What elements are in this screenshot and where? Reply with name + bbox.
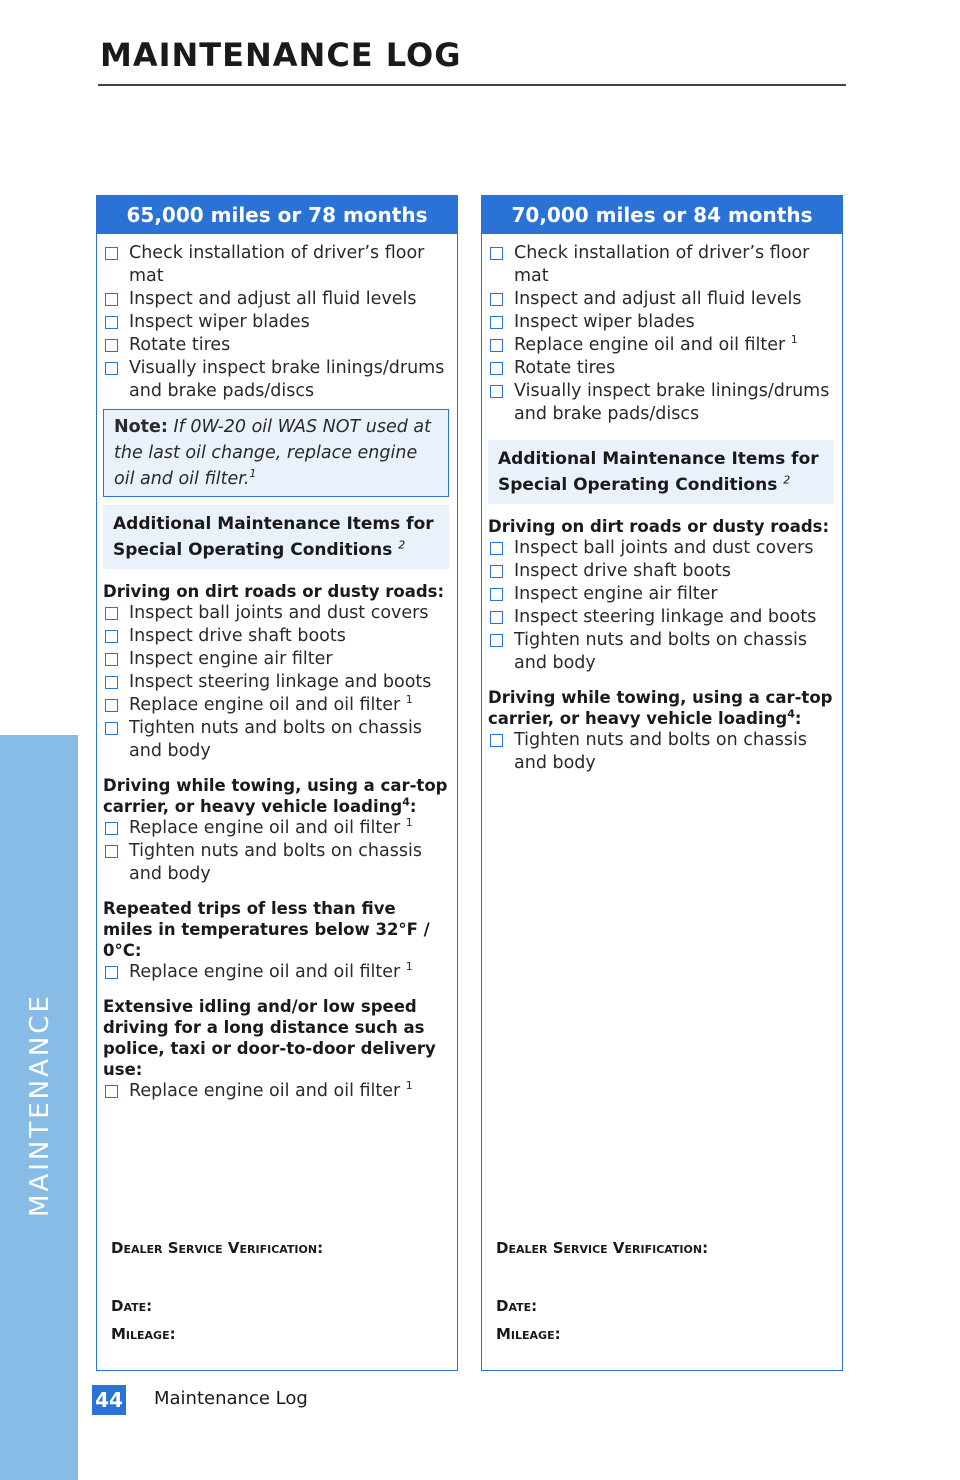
- footnote-marker: 1: [405, 816, 413, 830]
- column-body: [97, 234, 457, 1103]
- page-title: MAINTENANCE LOG: [100, 36, 462, 74]
- condition-heading-towing: [103, 775, 449, 817]
- item-label: Replace engine oil and oil filter: [129, 962, 401, 982]
- heading-colon: :: [794, 709, 802, 728]
- checkbox[interactable]: [490, 385, 503, 398]
- checklist-item: [488, 560, 834, 583]
- checklist-item: [103, 334, 449, 357]
- checkbox[interactable]: [490, 588, 503, 601]
- checklist-item: [103, 961, 449, 984]
- item-label: Inspect engine air filter: [129, 649, 333, 669]
- title-rule: [98, 84, 846, 86]
- checkbox[interactable]: [105, 293, 118, 306]
- footnote-marker: 2: [398, 538, 406, 552]
- item-label: Replace engine oil and oil filter: [129, 1081, 401, 1101]
- page-number: 44: [92, 1385, 126, 1415]
- checkbox[interactable]: [105, 607, 118, 620]
- checkbox[interactable]: [105, 247, 118, 260]
- heading-text: Driving while towing, using a car-top carrier, or heavy vehicle loading: [488, 688, 833, 728]
- item-label: Check installation of driver’s floor mat: [514, 243, 810, 286]
- dealer-verification-label: Dealer Service Verification:: [496, 1239, 709, 1257]
- condition-heading-dirt: Driving on dirt roads or dusty roads:: [488, 517, 830, 536]
- item-label: Inspect engine air filter: [514, 584, 718, 604]
- side-tab-label: MAINTENANCE: [25, 993, 55, 1217]
- checkbox[interactable]: [105, 362, 118, 375]
- mileage-label: Mileage:: [496, 1325, 561, 1343]
- footnote-marker: 1: [405, 693, 413, 707]
- checkbox[interactable]: [490, 611, 503, 624]
- checklist-item: [103, 288, 449, 311]
- checklist-item: [488, 729, 834, 775]
- checkbox[interactable]: [105, 316, 118, 329]
- item-label: Tighten nuts and bolts on chassis and body: [514, 730, 807, 773]
- item-label: Rotate tires: [129, 335, 231, 355]
- checkbox[interactable]: [490, 293, 503, 306]
- checklist-item: [103, 1080, 449, 1103]
- column-body: [482, 234, 842, 775]
- checklist-item: [103, 817, 449, 840]
- mileage-label: Mileage:: [111, 1325, 176, 1343]
- additional-items-title: Additional Maintenance Items for Special Operating Conditions: [498, 449, 819, 495]
- condition-heading-towing: [488, 687, 834, 729]
- checklist: [488, 242, 834, 426]
- item-label: Inspect and adjust all fluid levels: [514, 289, 802, 309]
- checkbox[interactable]: [490, 734, 503, 747]
- heading-colon: :: [409, 797, 417, 816]
- additional-items-box: [488, 440, 834, 504]
- item-label: Inspect ball joints and dust covers: [514, 538, 814, 558]
- item-label: Inspect drive shaft boots: [514, 561, 731, 581]
- checkbox[interactable]: [105, 699, 118, 712]
- checkbox[interactable]: [105, 630, 118, 643]
- item-label: Inspect wiper blades: [514, 312, 695, 332]
- checklist-item: [103, 648, 449, 671]
- item-label: Tighten nuts and bolts on chassis and body: [514, 630, 807, 673]
- condition-heading-dirt: Driving on dirt roads or dusty roads:: [103, 582, 445, 601]
- checkbox[interactable]: [105, 676, 118, 689]
- checklist-item: [488, 311, 834, 334]
- column-header: 70,000 miles or 84 months: [482, 196, 842, 234]
- item-label: Inspect and adjust all fluid levels: [129, 289, 417, 309]
- checkbox[interactable]: [490, 339, 503, 352]
- checkbox[interactable]: [105, 653, 118, 666]
- checklist-item: [103, 311, 449, 334]
- date-label: Date:: [111, 1297, 153, 1315]
- checklist-item: [488, 583, 834, 606]
- item-label: Visually inspect brake linings/drums and brake pads/discs: [514, 381, 830, 424]
- checkbox[interactable]: [490, 565, 503, 578]
- footnote-marker: 2: [783, 473, 791, 487]
- checklist-item: [103, 717, 449, 763]
- note-label: Note:: [114, 417, 168, 437]
- checkbox[interactable]: [490, 634, 503, 647]
- log-column-70000: [481, 195, 843, 1371]
- checklist: [103, 817, 449, 886]
- footnote-marker: 1: [249, 467, 257, 481]
- checkbox[interactable]: [105, 822, 118, 835]
- item-label: Check installation of driver’s floor mat: [129, 243, 425, 286]
- checklist-item: [488, 334, 834, 357]
- checklist-item: [488, 288, 834, 311]
- item-label: Inspect steering linkage and boots: [514, 607, 817, 627]
- item-label: Replace engine oil and oil filter: [129, 818, 401, 838]
- checklist: [103, 1080, 449, 1103]
- item-label: Replace engine oil and oil filter: [129, 695, 401, 715]
- footnote-marker: 4: [787, 707, 795, 721]
- checklist-item: [103, 602, 449, 625]
- footnote-marker: 1: [405, 960, 413, 974]
- checkbox[interactable]: [105, 845, 118, 858]
- item-label: Tighten nuts and bolts on chassis and body: [129, 718, 422, 761]
- checklist: [103, 602, 449, 763]
- column-header: 65,000 miles or 78 months: [97, 196, 457, 234]
- checklist-item: [103, 840, 449, 886]
- checkbox[interactable]: [105, 966, 118, 979]
- checklist-item: [103, 671, 449, 694]
- checkbox[interactable]: [490, 316, 503, 329]
- checklist-item: [488, 242, 834, 288]
- checklist: [103, 242, 449, 403]
- footer-section-label: Maintenance Log: [154, 1388, 308, 1409]
- additional-items-title: Additional Maintenance Items for Special Operating Conditions: [113, 514, 434, 560]
- footnote-marker: 1: [790, 333, 798, 347]
- checkbox[interactable]: [490, 247, 503, 260]
- checklist-item: [488, 357, 834, 380]
- checklist: [488, 729, 834, 775]
- item-label: Visually inspect brake linings/drums and brake pads/discs: [129, 358, 445, 401]
- checkbox[interactable]: [490, 542, 503, 555]
- item-label: Inspect ball joints and dust covers: [129, 603, 429, 623]
- item-label: Inspect steering linkage and boots: [129, 672, 432, 692]
- item-label: Tighten nuts and bolts on chassis and body: [129, 841, 422, 884]
- date-label: Date:: [496, 1297, 538, 1315]
- log-column-65000: [96, 195, 458, 1371]
- checkbox[interactable]: [105, 339, 118, 352]
- checklist-item: [488, 537, 834, 560]
- checklist-item: [103, 242, 449, 288]
- checkbox[interactable]: [105, 722, 118, 735]
- checklist-item: [488, 629, 834, 675]
- condition-heading-idling: Extensive idling and/or low speed driving for a long distance such as police, taxi or door-to-door delivery use:: [103, 997, 436, 1079]
- heading-text: Driving while towing, using a car-top carrier, or heavy vehicle loading: [103, 776, 448, 816]
- additional-items-box: [103, 505, 449, 569]
- dealer-verification-label: Dealer Service Verification:: [111, 1239, 324, 1257]
- checklist: [103, 961, 449, 984]
- checklist-item: [488, 606, 834, 629]
- checklist-item: [103, 625, 449, 648]
- footnote-marker: 4: [402, 795, 410, 809]
- footnote-marker: 1: [405, 1079, 413, 1093]
- checklist: [488, 537, 834, 675]
- item-label: Inspect wiper blades: [129, 312, 310, 332]
- note-text: If 0W-20 oil WAS NOT used at the last oil change, replace engine oil and oil filter.: [114, 417, 432, 489]
- item-label: Inspect drive shaft boots: [129, 626, 346, 646]
- condition-heading-short-trips: Repeated trips of less than five miles in temperatures below 32°F / 0°C:: [103, 899, 430, 960]
- checkbox[interactable]: [490, 362, 503, 375]
- checklist-item: [103, 694, 449, 717]
- note-box: [103, 409, 449, 497]
- checklist-item: [488, 380, 834, 426]
- item-label: Rotate tires: [514, 358, 616, 378]
- checkbox[interactable]: [105, 1085, 118, 1098]
- checklist-item: [103, 357, 449, 403]
- item-label: Replace engine oil and oil filter: [514, 335, 786, 355]
